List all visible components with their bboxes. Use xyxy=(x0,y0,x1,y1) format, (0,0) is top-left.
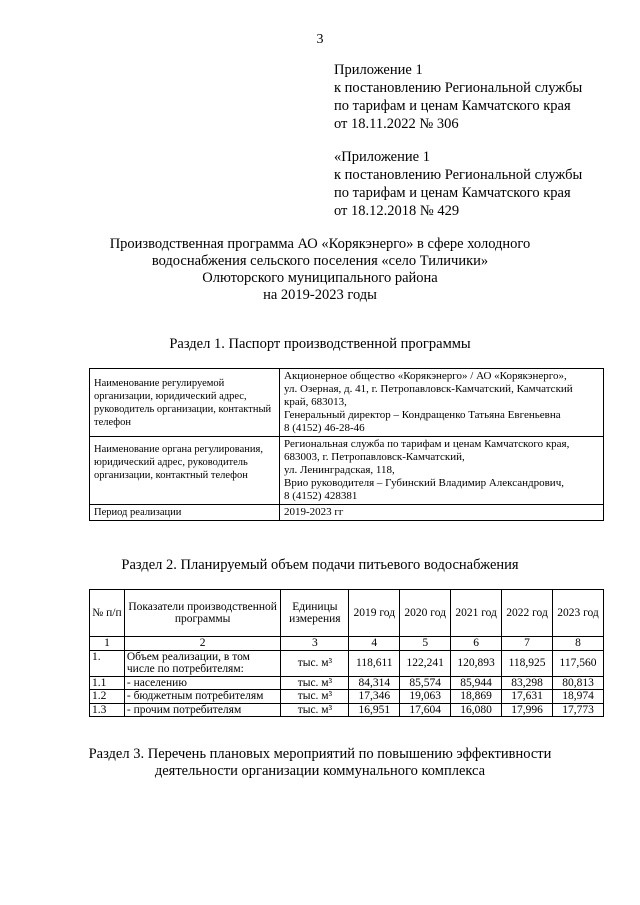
row-value: 17,631 xyxy=(502,690,553,704)
value-line: край, 683013, xyxy=(284,396,347,408)
row-number: 1.1 xyxy=(90,676,125,690)
row-name: - бюджетным потребителям xyxy=(124,690,281,704)
heading-line: Раздел 3. Перечень плановых мероприятий по повышению эффективности xyxy=(88,746,552,762)
row-value: 83,298 xyxy=(502,676,553,690)
section1-heading: Раздел 1. Паспорт производственной программы xyxy=(169,336,471,352)
col-header: Единицы измерения xyxy=(281,590,349,637)
value-line: ул. Озерная, д. 41, г. Петропавловск-Камчатский, Камчатский xyxy=(284,383,573,395)
row-value: 122,241 xyxy=(400,650,451,676)
passport-value: 2019-2023 гг xyxy=(280,505,604,521)
col-header: 2019 год xyxy=(349,590,400,637)
row-unit: тыс. м³ xyxy=(281,703,349,717)
table-row xyxy=(90,703,604,717)
passport-key: Наименование органа регулирования, юридический адрес, руководитель организации, контактный телефон xyxy=(90,437,280,505)
value-line: ул. Ленинградская, 118, xyxy=(284,464,395,476)
row-value: 85,574 xyxy=(400,676,451,690)
row-value: 17,996 xyxy=(502,703,553,717)
passport-key: Период реализации xyxy=(90,505,280,521)
page-number: 3 xyxy=(316,32,324,47)
table-row xyxy=(90,690,604,704)
value-line: Врио руководителя – Губинский Владимир Александрович, xyxy=(284,477,564,489)
row-name: - населению xyxy=(124,676,281,690)
row-name: Объем реализации, в том числе по потребителям: xyxy=(124,650,281,676)
row-value: 118,611 xyxy=(349,650,400,676)
column-number-row xyxy=(90,637,604,651)
value-line: Акционерное общество «Корякэнерго» / АО «Корякэнерго», xyxy=(284,370,567,382)
row-value: 18,974 xyxy=(553,690,604,704)
table-row xyxy=(90,676,604,690)
heading-line: деятельности организации коммунального комплекса xyxy=(154,763,486,779)
row-value: 85,944 xyxy=(451,676,502,690)
col-number: 3 xyxy=(281,637,349,651)
passport-value xyxy=(280,437,604,505)
col-number: 7 xyxy=(502,637,553,651)
row-value: 84,314 xyxy=(349,676,400,690)
section2-heading: Раздел 2. Планируемый объем подачи питьевого водоснабжения xyxy=(121,557,519,573)
row-unit: тыс. м³ xyxy=(281,690,349,704)
passport-table xyxy=(89,368,604,521)
row-unit: тыс. м³ xyxy=(281,676,349,690)
table-row xyxy=(90,369,604,437)
row-value: 18,869 xyxy=(451,690,502,704)
row-value: 17,604 xyxy=(400,703,451,717)
value-line: 683003, г. Петропавловск-Камчатский, xyxy=(284,451,465,463)
appendix-line: от 18.11.2022 № 306 xyxy=(334,116,459,132)
col-number: 5 xyxy=(400,637,451,651)
appendix-previous xyxy=(334,148,582,220)
value-line: Региональная служба по тарифам и ценам Камчатского края, xyxy=(284,438,570,450)
col-number: 8 xyxy=(553,637,604,651)
row-number: 1.3 xyxy=(90,703,125,717)
row-value: 19,063 xyxy=(400,690,451,704)
row-value: 117,560 xyxy=(553,650,604,676)
row-value: 17,346 xyxy=(349,690,400,704)
value-line: Генеральный директор – Кондращенко Татьяна Евгеньевна xyxy=(284,409,561,421)
appendix-line: Приложение 1 xyxy=(334,62,423,78)
appendix-line: по тарифам и ценам Камчатского края xyxy=(334,185,571,201)
appendix-line: к постановлению Региональной службы xyxy=(334,167,583,183)
col-number: 1 xyxy=(90,637,125,651)
col-number: 4 xyxy=(349,637,400,651)
row-unit: тыс. м³ xyxy=(281,650,349,676)
row-number: 1. xyxy=(90,650,125,676)
table-header-row xyxy=(90,590,604,637)
row-value: 118,925 xyxy=(502,650,553,676)
row-value: 16,951 xyxy=(349,703,400,717)
value-line: 8 (4152) 428381 xyxy=(284,490,358,502)
appendix-current xyxy=(334,61,582,133)
title-line: Производственная программа АО «Корякэнерго» в сфере холодного xyxy=(109,236,531,252)
title-line: водоснабжения сельского поселения «село Тиличики» xyxy=(151,253,489,269)
col-header: № п/п xyxy=(90,590,125,637)
value-line: 8 (4152) 46-28-46 xyxy=(284,422,365,434)
row-value: 80,813 xyxy=(553,676,604,690)
row-name: - прочим потребителям xyxy=(124,703,281,717)
appendix-line: к постановлению Региональной службы xyxy=(334,80,583,96)
row-number: 1.2 xyxy=(90,690,125,704)
col-header: 2023 год xyxy=(553,590,604,637)
appendix-line: по тарифам и ценам Камчатского края xyxy=(334,98,571,114)
title-line: Олюторского муниципального района xyxy=(202,270,438,286)
section3-heading xyxy=(0,746,640,780)
table-row xyxy=(90,650,604,676)
table-row xyxy=(90,437,604,505)
appendix-line: от 18.12.2018 № 429 xyxy=(334,203,460,219)
col-number: 6 xyxy=(451,637,502,651)
col-header: 2022 год xyxy=(502,590,553,637)
table-row xyxy=(90,505,604,521)
passport-value xyxy=(280,369,604,437)
title-line: на 2019-2023 годы xyxy=(263,287,377,303)
row-value: 120,893 xyxy=(451,650,502,676)
appendix-line: «Приложение 1 xyxy=(334,149,430,165)
col-header: 2021 год xyxy=(451,590,502,637)
col-header: Показатели производственной программы xyxy=(124,590,281,637)
col-number: 2 xyxy=(124,637,281,651)
document-title xyxy=(0,236,640,304)
row-value: 17,773 xyxy=(553,703,604,717)
volume-table xyxy=(89,589,604,717)
row-value: 16,080 xyxy=(451,703,502,717)
col-header: 2020 год xyxy=(400,590,451,637)
passport-key: Наименование регулируемой организации, юридический адрес, руководитель организации, контактный телефон xyxy=(90,369,280,437)
